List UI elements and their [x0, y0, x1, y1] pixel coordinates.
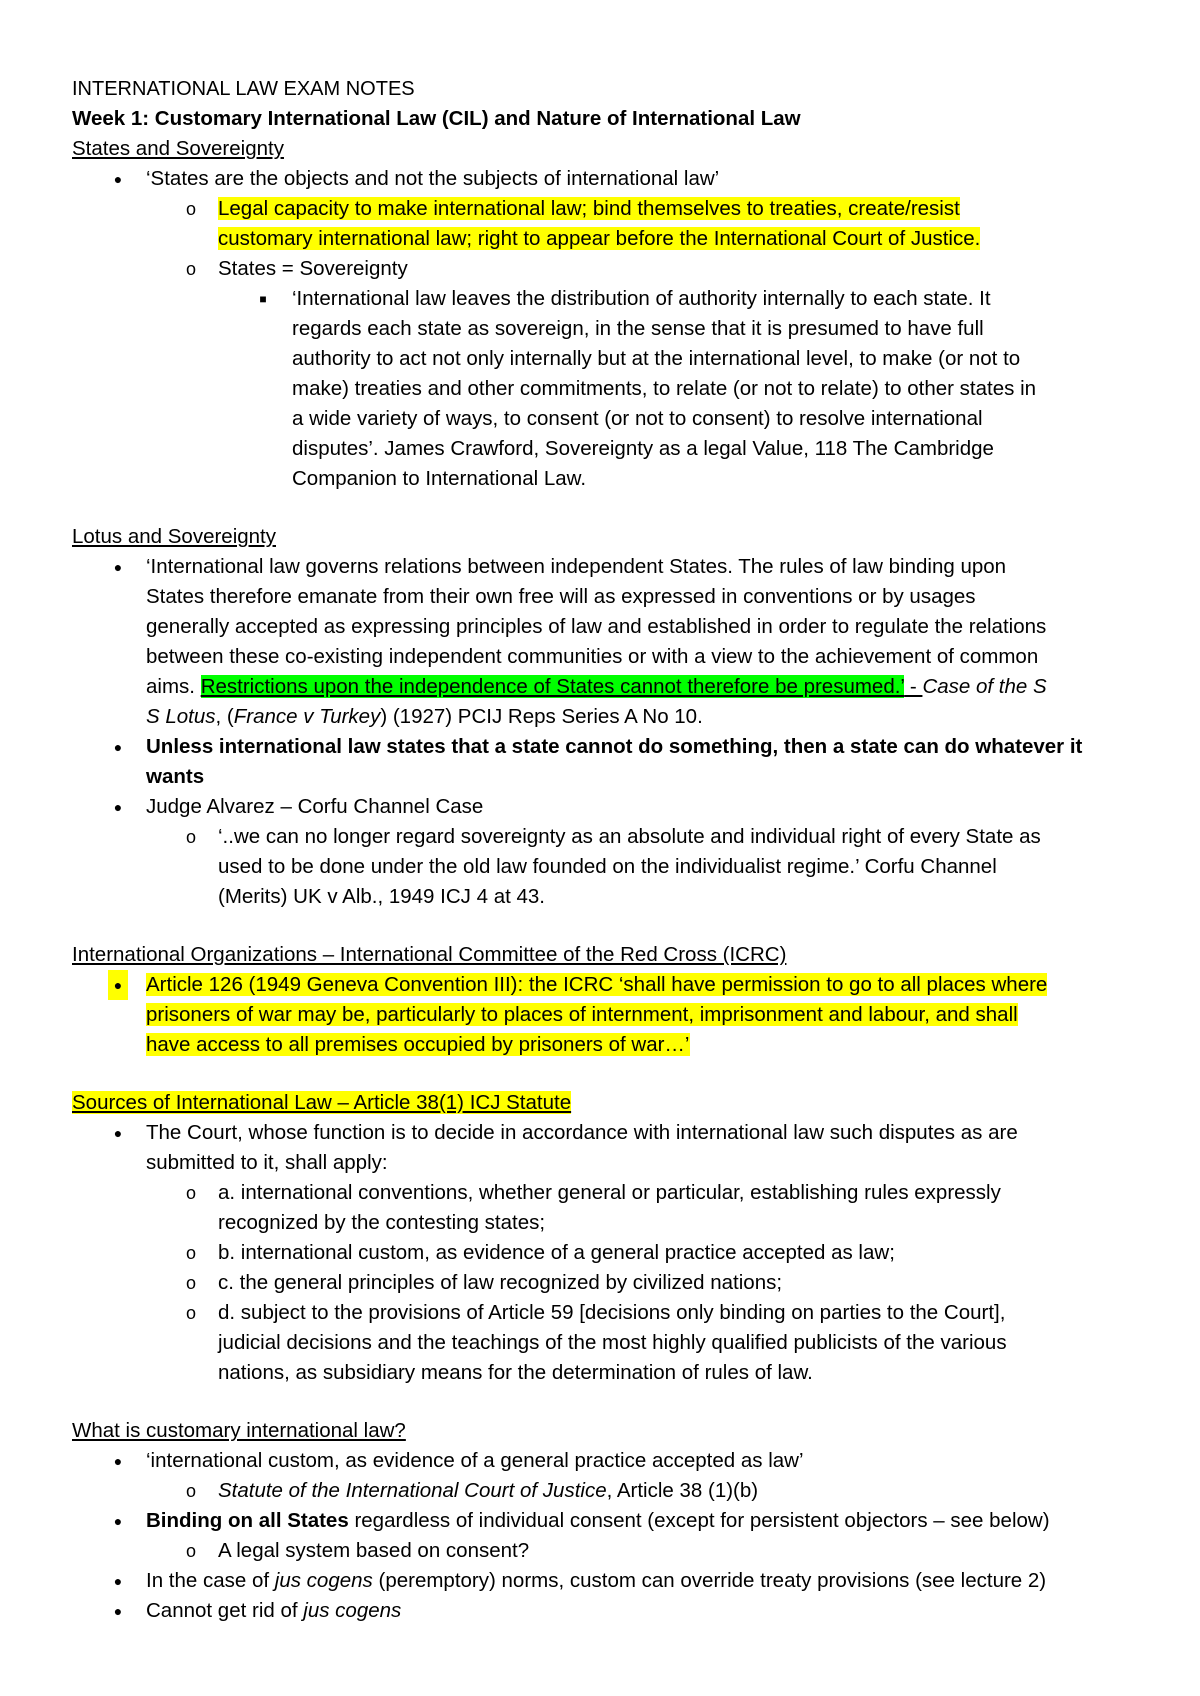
quote-line: disputes’. James Crawford, Sovereignty as a legal Value, 118 The Cambridge — [292, 437, 994, 460]
list-item-continuation: judicial decisions and the teachings of the most highly qualified publicists of the various — [218, 1331, 1007, 1354]
list-item: ● Unless international law states that a state cannot do something, then a state can do whatever it — [72, 732, 1142, 762]
sub-bullet-marker: o — [185, 199, 196, 219]
paragraph-line: between these co-existing independent communities or with a view to the achievement of common — [146, 645, 1039, 668]
section-heading-icrc: International Organizations – International Committee of the Red Cross (ICRC) — [72, 943, 787, 966]
list-item: o c. the general principles of law recognized by civilized nations; — [72, 1268, 1142, 1298]
list-item: o A legal system based on consent? — [72, 1536, 1142, 1566]
square-bullet-marker: ■ — [259, 292, 267, 306]
bullet-marker: ● — [113, 1573, 123, 1589]
list-item-continuation: wants — [146, 765, 205, 788]
list-item: o Statute of the International Court of Justice, Article 38 (1)(b) — [72, 1476, 1142, 1506]
section-heading-states-sovereignty: States and Sovereignty — [72, 137, 284, 160]
list-item: ● Binding on all States regardless of individual consent (except for persistent objectors – see below) — [72, 1506, 1142, 1536]
bullet-marker: ● — [113, 739, 123, 755]
list-item: ● In the case of jus cogens (peremptory) norms, custom can override treaty provisions (see lecture 2) — [72, 1566, 1142, 1596]
quote-line: a wide variety of ways, to consent (or not to consent) to resolve international — [292, 407, 983, 430]
sub-bullet-marker: o — [185, 1273, 196, 1293]
paragraph-line: States therefore emanate from their own free will as expressed in conventions or by usages — [146, 585, 976, 608]
list-item: ● ‘International law governs relations between independent States. The rules of law binding upon — [72, 552, 1142, 582]
list-item-continuation — [72, 1000, 1142, 1030]
sub-bullet-marker: o — [185, 1481, 196, 1501]
quote-line: (Merits) UK v Alb., 1949 ICJ 4 at 43. — [218, 885, 545, 908]
list-item-continuation — [72, 1030, 1142, 1060]
sub-bullet-marker: o — [185, 827, 196, 847]
bullet-marker: ● — [113, 1513, 123, 1529]
bullet-marker: ● — [108, 970, 128, 1000]
list-item: ● The Court, whose function is to decide in accordance with international law such disputes as are — [72, 1118, 1142, 1148]
document-page — [72, 74, 1142, 1626]
list-item-continuation: submitted to it, shall apply: — [146, 1151, 388, 1174]
sub-bullet-marker: o — [185, 1183, 196, 1203]
bullet-marker: ● — [113, 799, 123, 815]
highlighted-text: Legal capacity to make international law; bind themselves to treaties, create/resist — [218, 197, 960, 220]
section-heading-sources: Sources of International Law – Article 38(1) ICJ Statute — [72, 1091, 572, 1114]
sub-bullet-marker: o — [185, 1303, 196, 1323]
quote-line: make) treaties and other commitments, to relate (or not to relate) to other states in — [292, 377, 1037, 400]
section-heading-lotus: Lotus and Sovereignty — [72, 525, 276, 548]
list-item — [72, 194, 1142, 224]
bullet-marker: ● — [113, 171, 123, 187]
bullet-marker: ● — [113, 1125, 123, 1141]
bullet-marker: ● — [113, 1603, 123, 1619]
list-item: o ‘..we can no longer regard sovereignty as an absolute and individual right of every State as — [72, 822, 1142, 852]
green-highlight: Restrictions upon the independence of States cannot therefore be presumed.’ — [200, 675, 905, 698]
list-item: o d. subject to the provisions of Article 59 [decisions only binding on parties to the Court], — [72, 1298, 1142, 1328]
list-item — [72, 970, 1142, 1000]
list-item-continuation: nations, as subsidiary means for the determination of rules of law. — [218, 1361, 813, 1384]
highlighted-text: prisoners of war may be, particularly to places of internment, imprisonment and labour, and shall — [146, 1003, 1018, 1026]
sub-bullet-marker: o — [185, 1541, 196, 1561]
section-heading-cil: What is customary international law? — [72, 1419, 406, 1442]
paragraph-line: generally accepted as expressing principles of law and established in order to regulate the relations — [146, 615, 1047, 638]
list-item: o a. international conventions, whether general or particular, establishing rules expressly — [72, 1178, 1142, 1208]
week-heading: Week 1: Customary International Law (CIL) and Nature of International Law — [72, 107, 801, 130]
quote-line: regards each state as sovereign, in the sense that it is presumed to have full — [292, 317, 984, 340]
bullet-marker: ● — [113, 1453, 123, 1469]
list-item: ● ‘States are the objects and not the subjects of international law’ — [72, 164, 1142, 194]
paragraph-line: aims. Restrictions upon the independence of States cannot therefore be presumed.’ - Case of the S — [146, 675, 1047, 698]
bullet-marker: ● — [113, 559, 123, 575]
list-item: ● Cannot get rid of jus cogens — [72, 1596, 1142, 1626]
list-item: o b. international custom, as evidence of a general practice accepted as law; — [72, 1238, 1142, 1268]
quote-line: authority to act not only internally but at the international level, to make (or not to — [292, 347, 1021, 370]
list-item: ● Judge Alvarez – Corfu Channel Case — [72, 792, 1142, 822]
highlighted-text: customary international law; right to appear before the International Court of Justice. — [218, 227, 981, 250]
list-item: ● ‘international custom, as evidence of a general practice accepted as law’ — [72, 1446, 1142, 1476]
list-item: o States = Sovereignty — [72, 254, 1142, 284]
list-item: ■ ‘International law leaves the distribution of authority internally to each state. It — [72, 284, 1142, 314]
highlighted-text: Article 126 (1949 Geneva Convention III): the ICRC ‘shall have permission to go to all places where — [146, 973, 1048, 996]
list-item-continuation — [72, 224, 1142, 254]
sub-bullet-marker: o — [185, 259, 196, 279]
quote-line: used to be done under the old law founded on the individualist regime.’ Corfu Channel — [218, 855, 997, 878]
sub-bullet-marker: o — [185, 1243, 196, 1263]
highlighted-text: have access to all premises occupied by prisoners of war…’ — [146, 1033, 690, 1056]
doc-title: INTERNATIONAL LAW EXAM NOTES — [72, 78, 415, 100]
paragraph-line: S Lotus, (France v Turkey) (1927) PCIJ Reps Series A No 10. — [146, 705, 703, 728]
list-item-continuation: recognized by the contesting states; — [218, 1211, 546, 1234]
quote-line: Companion to International Law. — [292, 467, 587, 490]
